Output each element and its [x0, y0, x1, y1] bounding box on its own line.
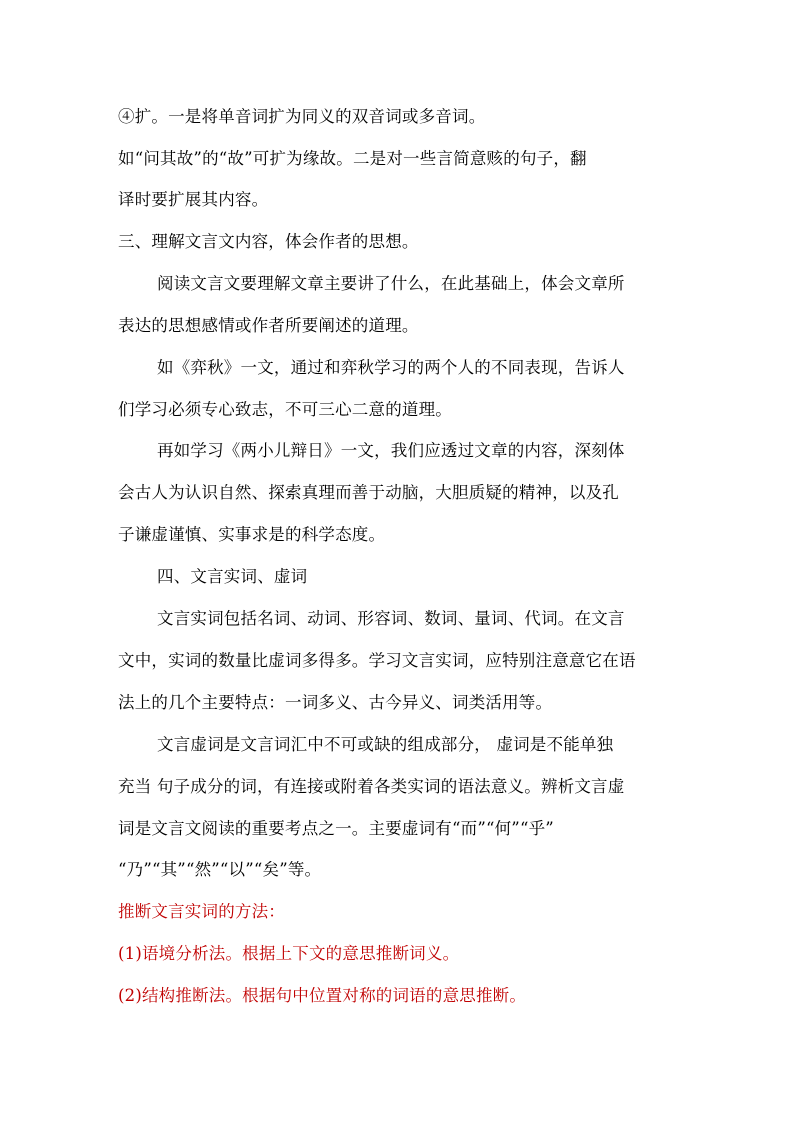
paragraph-line: 如《弈秋》一文，通过和弈秋学习的两个人的不同表现，告诉人: [157, 358, 625, 377]
section-heading: 四、文言实词、虚词: [157, 567, 308, 586]
paragraph-line: 文言实词包括名词、动词、形容词、数词、量词、代词。在文言: [157, 609, 625, 628]
paragraph-line: 充当 句子成分的词，有连接或附着各类实词的语法意义。辨析文言虚: [118, 777, 625, 796]
paragraph-line: 子谦虚谨慎、实事求是的科学态度。: [118, 525, 386, 544]
paragraph-line: 会古人为认识自然、探索真理而善于动脑，大胆质疑的精神，以及孔: [118, 483, 619, 502]
paragraph-line: 译时要扩展其内容。: [118, 190, 269, 209]
method-item: (1)语境分析法。根据上下文的意思推断词义。: [118, 944, 460, 963]
method-item: (2)结构推断法。根据句中位置对称的词语的意思推断。: [118, 986, 527, 1005]
paragraph-line: ④扩。一是将单音词扩为同义的双音词或多音词。: [118, 107, 486, 126]
paragraph-line: 法上的几个主要特点：一词多义、古今异义、词类活用等。: [118, 693, 553, 712]
section-heading: 三、理解文言文内容，体会作者的思想。: [118, 232, 419, 251]
method-heading: 推断文言实词的方法：: [118, 902, 285, 921]
paragraph-line: 文言虚词是文言词汇中不可或缺的组成部分， 虚词是不能单独: [157, 735, 614, 754]
paragraph-line: 们学习必须专心致志，不可三心二意的道理。: [118, 400, 452, 419]
paragraph-line: 再如学习《两小儿辩日》一文，我们应透过文章的内容，深刻体: [157, 441, 625, 460]
paragraph-line: 词是文言文阅读的重要考点之一。主要虚词有“而”“何”“乎”: [118, 819, 554, 838]
paragraph-line: 如“问其故”的“故”可扩为缘故。二是对一些言简意赅的句子，翻: [118, 149, 587, 168]
paragraph-line: 文中，实词的数量比虚词多得多。学习文言实词，应特别注意意它在语: [118, 651, 636, 670]
paragraph-line: “乃”“其”“然”“以”“矣”等。: [118, 860, 322, 879]
paragraph-line: 阅读文言文要理解文章主要讲了什么，在此基础上，体会文章所: [157, 274, 625, 293]
paragraph-line: 表达的思想感情或作者所要阐述的道理。: [118, 316, 419, 335]
